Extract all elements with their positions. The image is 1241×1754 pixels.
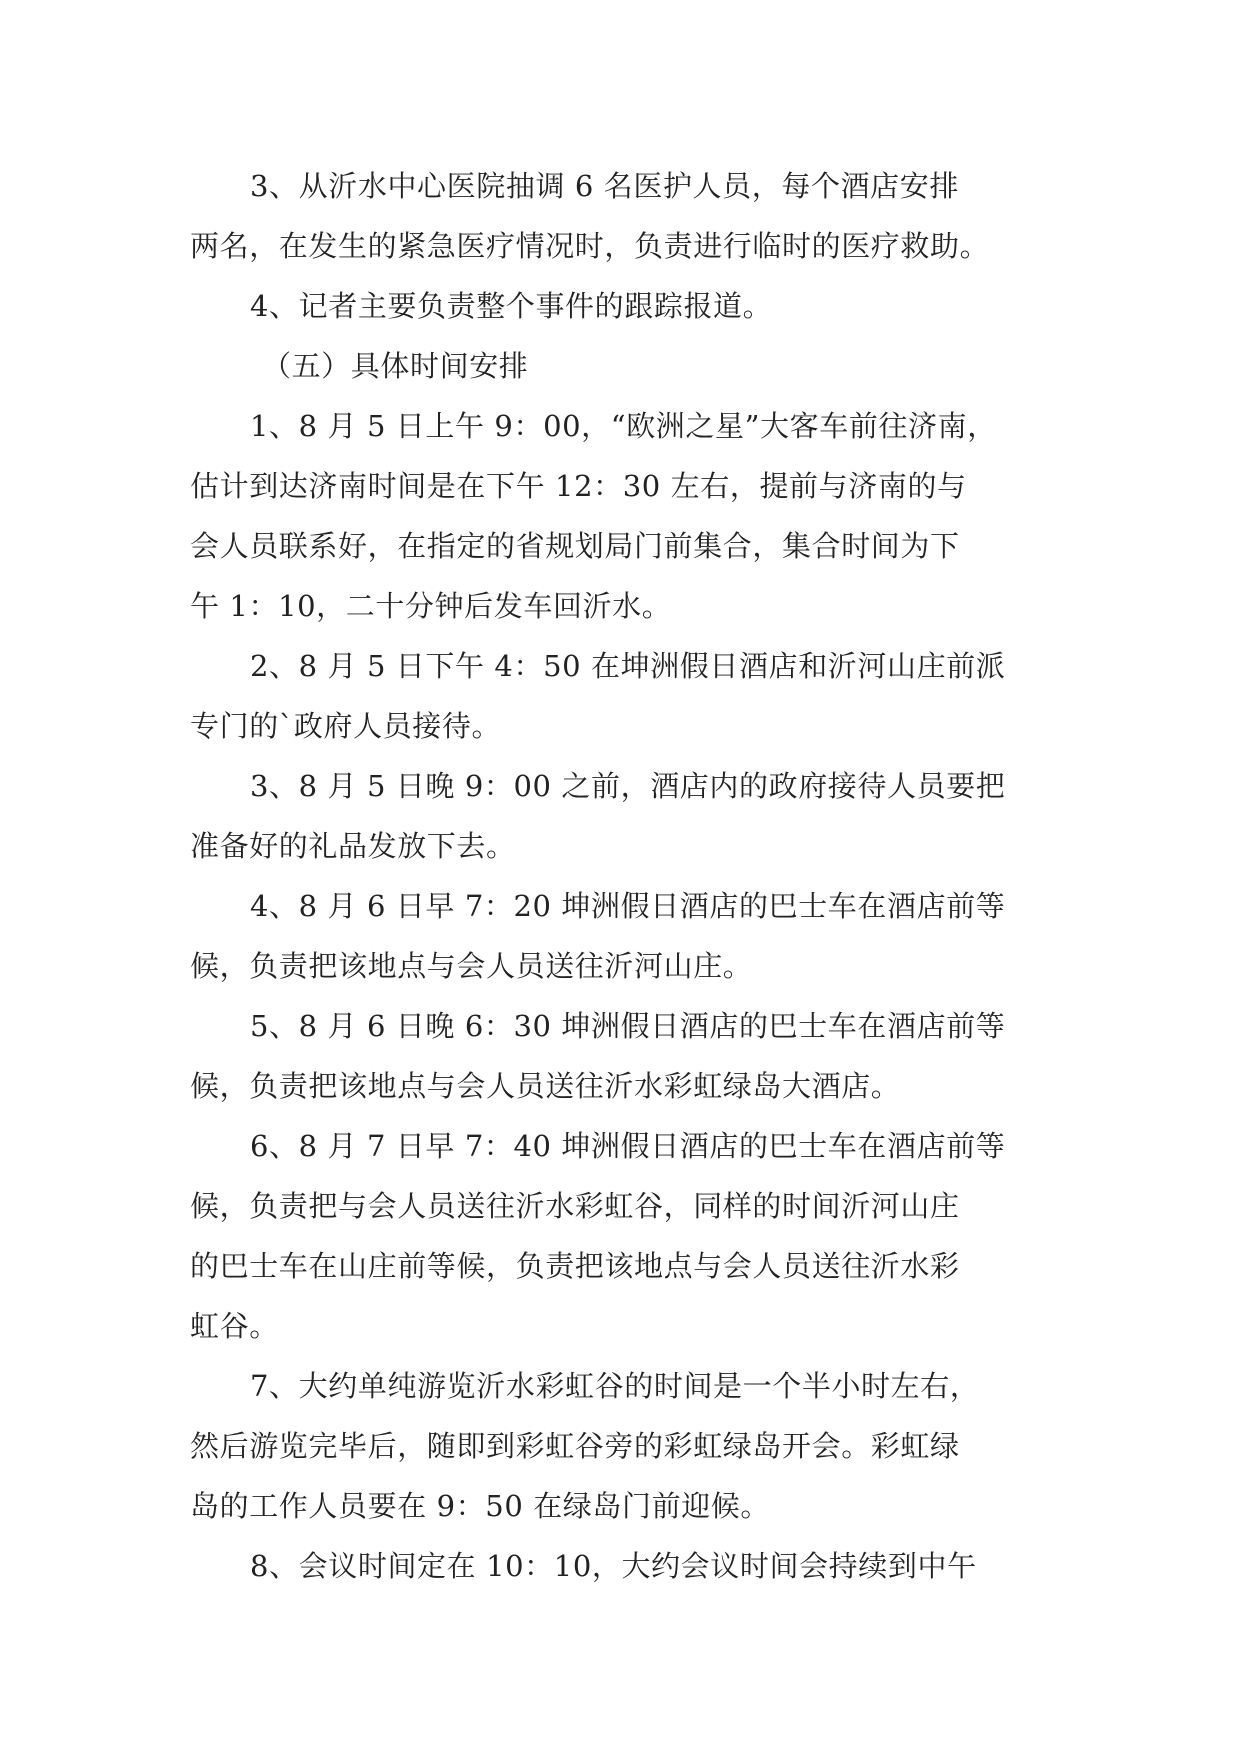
text-line: 然后游览完毕后，随即到彩虹谷旁的彩虹绿岛开会。彩虹绿: [190, 1429, 960, 1463]
text-line: 8、会议时间定在 10：10，大约会议时间会持续到中午: [250, 1549, 977, 1583]
text-line: 3、8 月 5 日晚 9：00 之前，酒店内的政府接待人员要把: [250, 769, 1006, 803]
text-line: 1、8 月 5 日上午 9：00，“欧洲之星”大客车前往济南，: [250, 409, 997, 443]
text-line: 午 1：10，二十分钟后发车回沂水。: [190, 589, 672, 623]
section-heading: （五）具体时间安排: [262, 349, 529, 383]
text-line: 的巴士车在山庄前等候，负责把该地点与会人员送往沂水彩: [190, 1249, 960, 1283]
text-line: 2、8 月 5 日下午 4：50 在坤洲假日酒店和沂河山庄前派: [250, 649, 1006, 683]
text-line: 候，负责把与会人员送往沂水彩虹谷，同样的时间沂河山庄: [190, 1189, 960, 1223]
text-line: 7、大约单纯游览沂水彩虹谷的时间是一个半小时左右，: [250, 1369, 980, 1403]
text-line: 准备好的礼品发放下去。: [190, 829, 516, 863]
text-line: 4、记者主要负责整个事件的跟踪报道。: [250, 289, 773, 323]
text-line: 候，负责把该地点与会人员送往沂河山庄。: [190, 949, 753, 983]
text-line: 岛的工作人员要在 9：50 在绿岛门前迎候。: [190, 1489, 770, 1523]
text-line: 候，负责把该地点与会人员送往沂水彩虹绿岛大酒店。: [190, 1069, 901, 1103]
text-line: 4、8 月 6 日早 7：20 坤洲假日酒店的巴士车在酒店前等: [250, 889, 1006, 923]
text-line: 估计到达济南时间是在下午 12：30 左右，提前与济南的与: [190, 469, 967, 503]
text-line: 3、从沂水中心医院抽调 6 名医护人员，每个酒店安排: [250, 169, 959, 203]
text-line: 6、8 月 7 日早 7：40 坤洲假日酒店的巴士车在酒店前等: [250, 1129, 1006, 1163]
text-line: 虹谷。: [190, 1309, 279, 1343]
text-line: 会人员联系好，在指定的省规划局门前集合，集合时间为下: [190, 529, 960, 563]
text-line: 专门的`政府人员接待。: [190, 709, 502, 743]
text-line: 两名，在发生的紧急医疗情况时，负责进行临时的医疗救助。: [190, 229, 990, 263]
document-body: [190, 156, 1050, 1596]
text-line: 5、8 月 6 日晚 6：30 坤洲假日酒店的巴士车在酒店前等: [250, 1009, 1006, 1043]
